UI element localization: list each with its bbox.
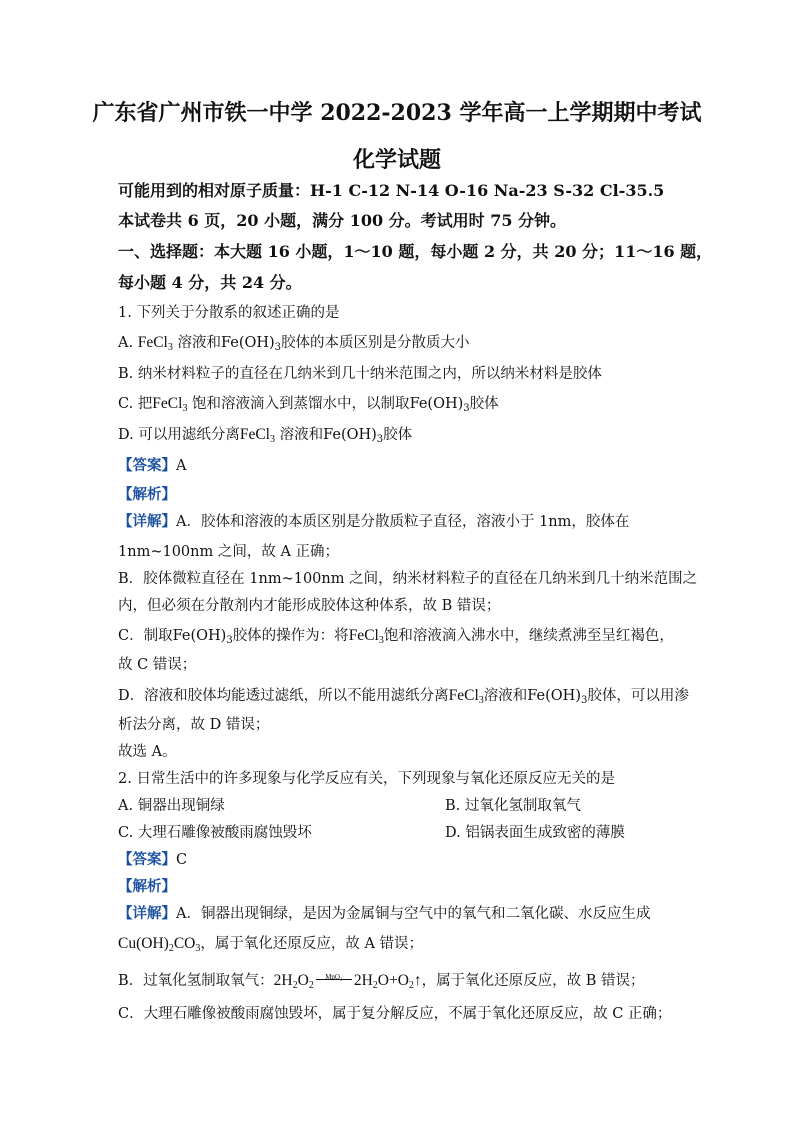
q2-answer: 【答案】C [118, 851, 188, 868]
q2-detail-2: $Cu(OH)_2CO_3$，属于氧化还原反应，故 A 错误； [118, 935, 424, 954]
formula-fecl3: FeCl$_3$ [152, 395, 188, 414]
section-heading-line1: 一、选择题：本大题 16 小题，1～10 题，每小题 2 分，共 20 分；11～16 题， [118, 242, 713, 261]
q1-detail-8: 析法分离，故 D 错误； [118, 717, 270, 733]
formula-basic-copper-carbonate: $Cu(OH)_2CO_3$ [118, 935, 201, 954]
answer-tag: 【答案】 [118, 457, 176, 474]
q2-detail-3: B．过氧化氢制取氧气：$2H_2O_2$ MnO₂ $2H_2O+O_2↑$，属于氧化还原反应，故 B 错误； [118, 972, 645, 991]
catalyst-arrow: MnO₂ [314, 970, 354, 986]
q2-stem: 2. 日常生活中的许多现象与化学反应有关，下列现象与氧化还原反应无关的是 [118, 771, 615, 787]
q1-option-d: D. 可以用滤纸分离FeCl$_3$ 溶液和$Fe(OH)_3$胶体 [118, 426, 413, 445]
q1-detail-2: 1nm~100nm 之间，故 A 正确； [118, 544, 340, 560]
exam-title: 广东省广州市铁一中学 2022-2023 学年高一上学期期中考试 [92, 100, 702, 126]
q1-option-a: A. FeCl$_3$ 溶液和$Fe(OH)_3$胶体的本质区别是分散质大小 [118, 334, 470, 353]
formula-fecl3: FeCl$_3$ [137, 334, 173, 353]
q2-detail-4: C．大理石雕像被酸雨腐蚀毁坏，属于复分解反应，不属于氧化还原反应，故 C 正确； [118, 1006, 672, 1022]
answer-tag: 【答案】 [118, 851, 176, 868]
formula-feoh3: $Fe(OH)_3$ [323, 427, 384, 445]
q1-detail-3: B．胶体微粒直径在 1nm~100nm 之间，纳米材料粒子的直径在几纳米到几十纳米范围之 [118, 571, 698, 587]
q1-detail-1: 【详解】A．胶体和溶液的本质区别是分散质粒子直径，溶液小于 1nm，胶体在 [118, 513, 630, 530]
q1-answer: 【答案】A [118, 457, 187, 474]
formula-fecl3: FeCl$_3$ [239, 426, 275, 445]
q2-option-b: B. 过氧化氢制取氧气 [445, 798, 581, 814]
equation-h2o2-decomposition: $2H_2O_2$ MnO₂ $2H_2O+O_2↑$ [273, 972, 422, 991]
q1-detail-5: C．制取$Fe(OH)_3$胶体的操作为：将FeCl$_3$饱和溶液滴入沸水中，继续煮沸至呈红褐色， [118, 627, 674, 646]
q2-option-d: D. 铝锅表面生成致密的薄膜 [445, 825, 625, 841]
exam-info-line: 本试卷共 6 页，20 小题，满分 100 分。考试用时 75 分钟。 [118, 211, 567, 230]
q2-detail-1: 【详解】A．铜器出现铜绿，是因为金属铜与空气中的氧气和二氧化碳、水反应生成 [118, 905, 651, 922]
atomic-mass-line: 可能用到的相对原子质量：H-1 C-12 N-14 O-16 Na-23 S-32 Cl-35.5 [118, 181, 665, 200]
q1-stem: 1. 下列关于分散系的叙述正确的是 [118, 305, 340, 321]
formula-feoh3: $Fe(OH)_3$ [172, 628, 233, 646]
q1-conclusion: 故选 A。 [118, 744, 177, 760]
q1-detail-4: 内，但必须在分散剂内才能形成胶体这种体系，故 B 错误； [118, 598, 501, 614]
q2-analysis-tag: 【解析】 [118, 878, 176, 895]
exam-subtitle: 化学试题 [352, 147, 441, 173]
formula-feoh3: $Fe(OH)_3$ [409, 396, 470, 414]
q1-detail-7: D．溶液和胶体均能透过滤纸，所以不能用滤纸分离FeCl$_3$溶液和$Fe(OH)_3$胶体，可以用渗 [118, 687, 689, 706]
formula-fecl3: FeCl$_3$ [348, 627, 384, 646]
q2-option-a: A. 铜器出现铜绿 [118, 798, 225, 814]
q2-option-c: C. 大理石雕像被酸雨腐蚀毁坏 [118, 825, 312, 841]
formula-fecl3: FeCl$_3$ [448, 687, 484, 706]
q1-detail-6: 故 C 错误； [118, 657, 197, 673]
q1-analysis-tag: 【解析】 [118, 486, 176, 503]
formula-feoh3: $Fe(OH)_3$ [527, 688, 588, 706]
formula-feoh3: $Fe(OH)_3$ [220, 335, 282, 353]
q1-option-b: B. 纳米材料粒子的直径在几纳米到几十纳米范围之内，所以纳米材料是胶体 [118, 366, 602, 382]
q1-option-c: C. 把FeCl$_3$ 饱和溶液滴入到蒸馏水中，以制取$Fe(OH)_3$胶体 [118, 395, 499, 414]
section-heading-line2: 每小题 4 分，共 24 分。 [118, 273, 302, 292]
